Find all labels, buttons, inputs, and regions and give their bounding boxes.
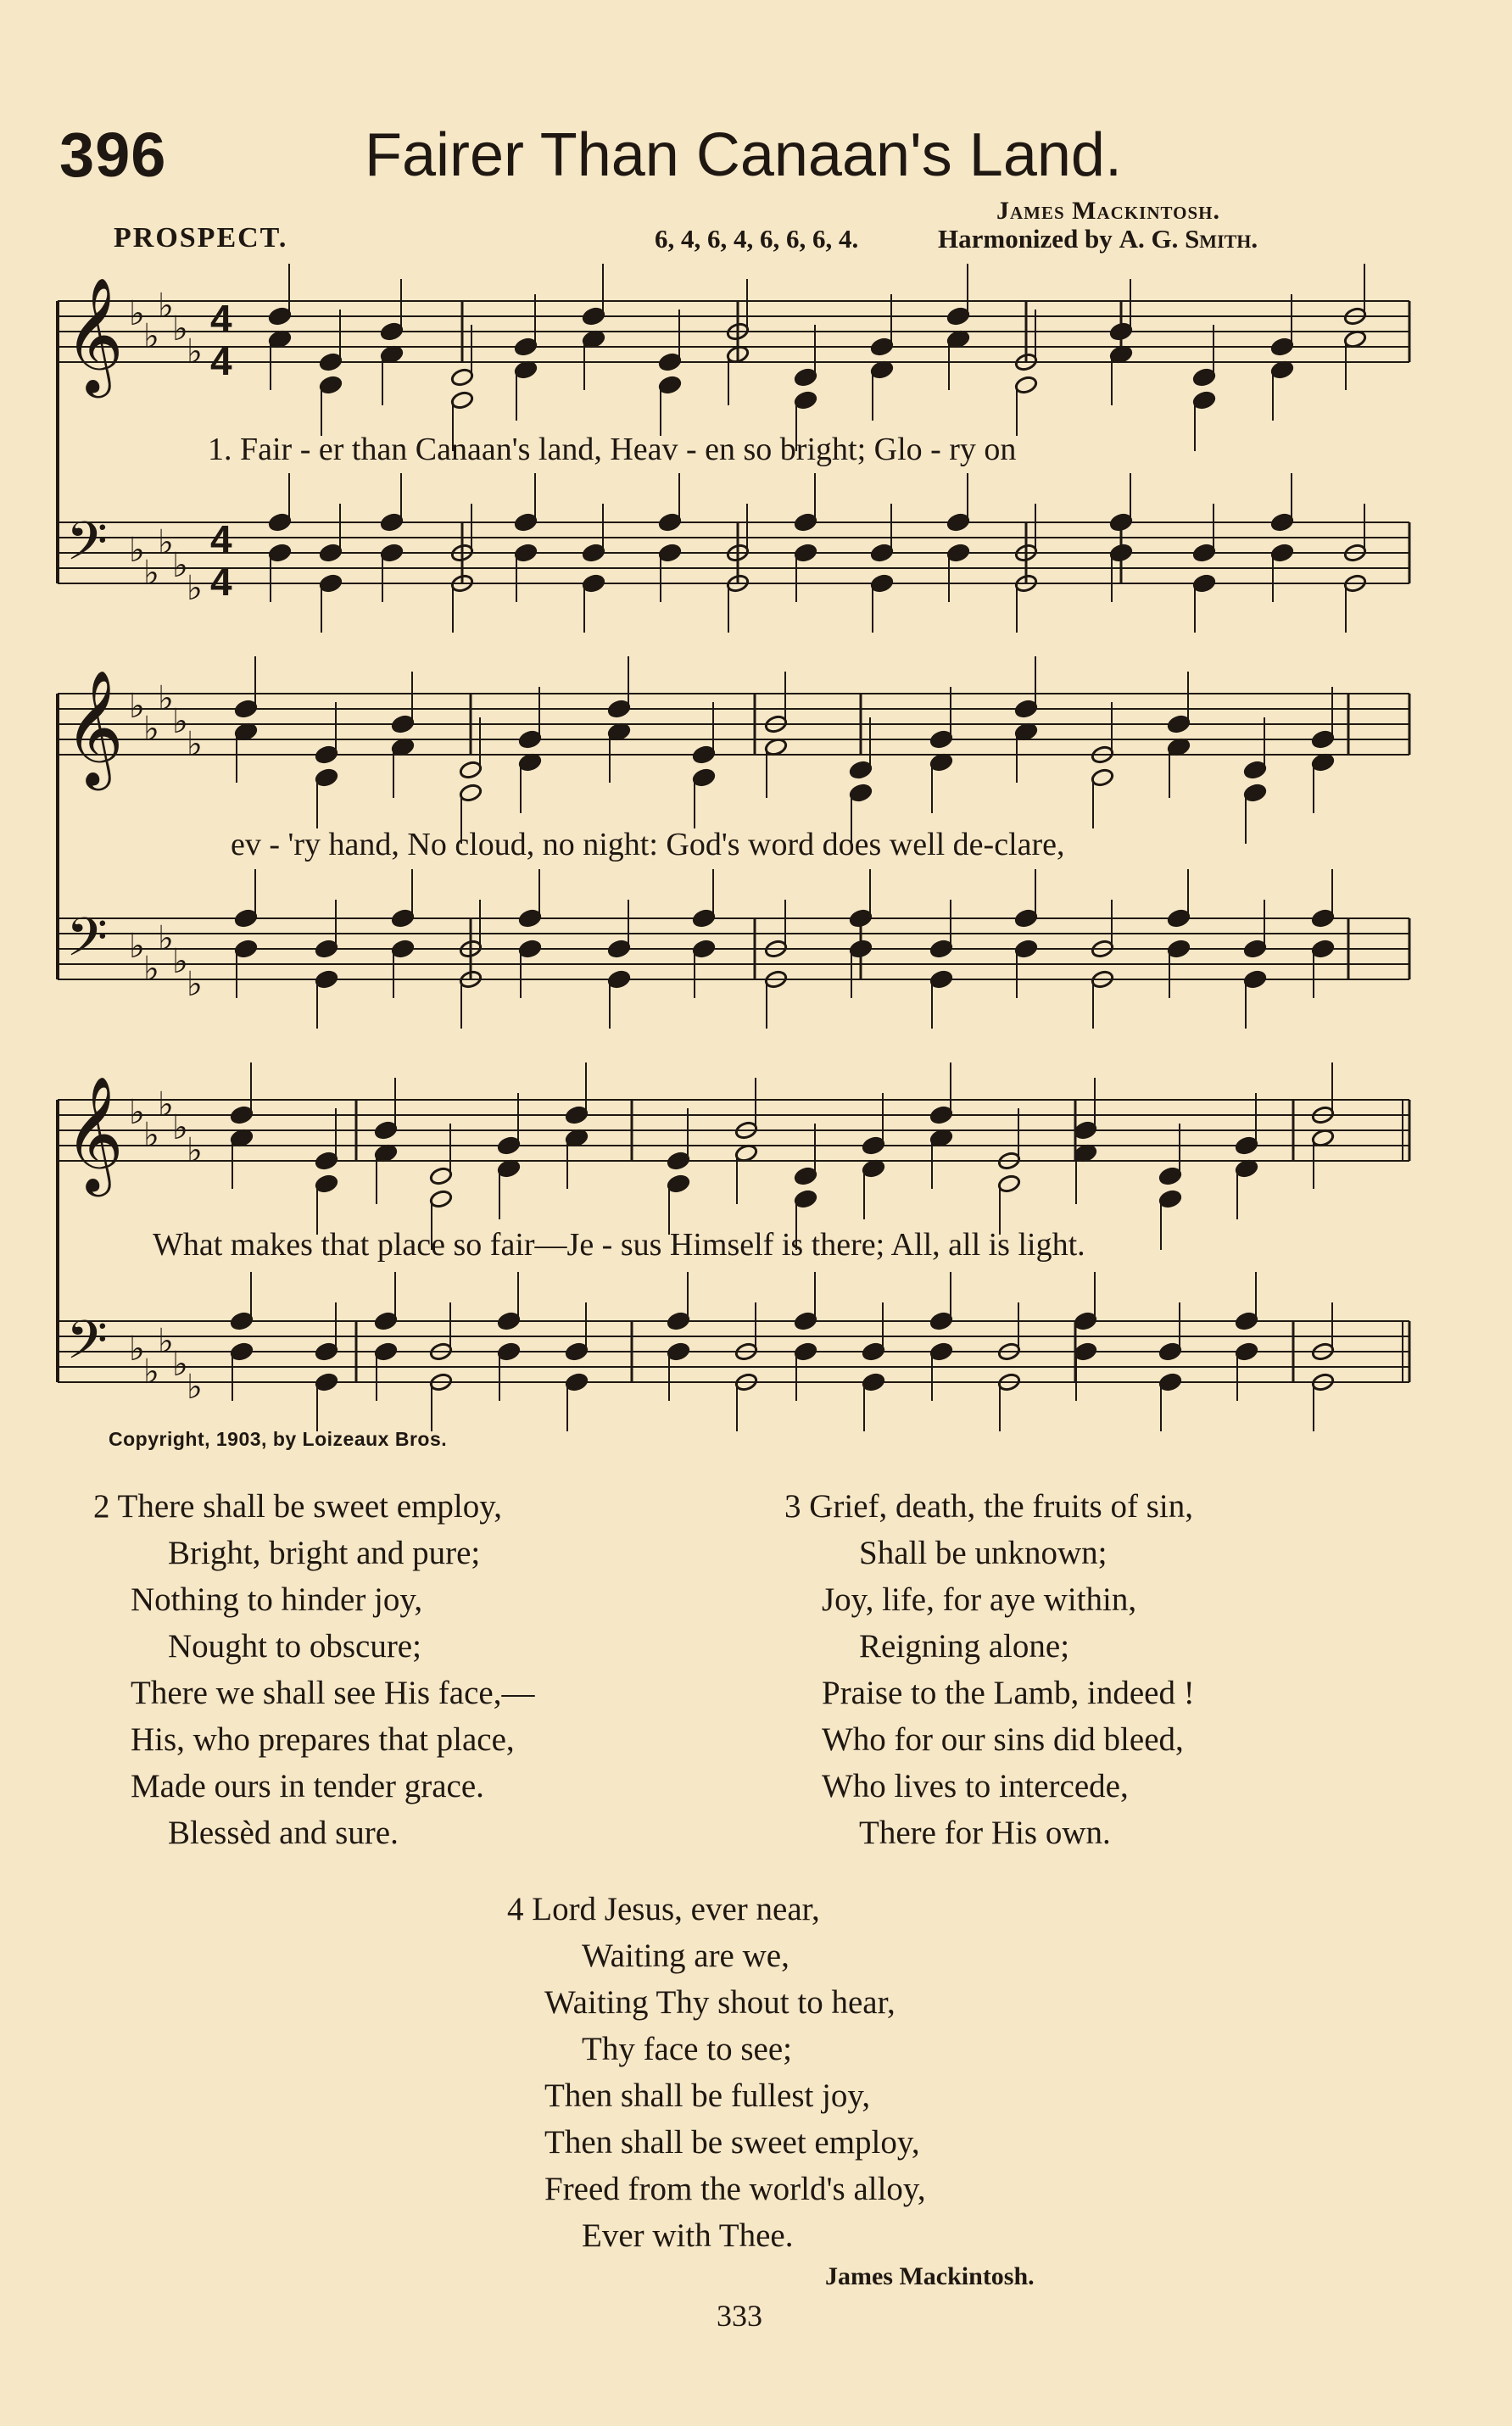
flat-icon: ♭ bbox=[187, 569, 203, 608]
soprano-note bbox=[849, 760, 873, 779]
alto-note bbox=[315, 1174, 338, 1193]
bass-note bbox=[315, 969, 338, 989]
bass-note bbox=[582, 573, 605, 593]
verse-2-line-3: Nothing to hinder joy, bbox=[131, 1581, 423, 1618]
soprano-note bbox=[794, 1166, 817, 1185]
alto-note bbox=[794, 390, 817, 410]
alto-note bbox=[450, 390, 474, 410]
alto-note bbox=[1091, 767, 1114, 787]
soprano-note bbox=[234, 699, 258, 718]
bass-note bbox=[870, 573, 894, 593]
bass-note bbox=[1243, 969, 1267, 989]
tenor-note bbox=[1235, 1311, 1258, 1330]
verse-2-line-4: Nought to obscure; bbox=[168, 1628, 421, 1665]
flat-icon: ♭ bbox=[187, 332, 203, 371]
flat-icon: ♭ bbox=[143, 554, 159, 593]
alto-note bbox=[319, 375, 343, 394]
soprano-note bbox=[565, 1105, 589, 1124]
soprano-note bbox=[658, 352, 682, 371]
bass-note bbox=[946, 543, 970, 562]
bass-note bbox=[268, 543, 292, 562]
tenor-note bbox=[607, 939, 631, 958]
alto-note bbox=[315, 767, 338, 787]
bass-note bbox=[607, 969, 631, 989]
soprano-note bbox=[794, 367, 817, 387]
verse-4-line-4: Thy face to see; bbox=[582, 2031, 792, 2067]
treble-clef-icon: 𝄞 bbox=[64, 668, 124, 785]
alto-note bbox=[1158, 1189, 1182, 1208]
tenor-note bbox=[1167, 908, 1191, 928]
flat-icon: ♭ bbox=[158, 919, 174, 958]
flat-icon: ♭ bbox=[187, 1131, 203, 1170]
flat-icon: ♭ bbox=[187, 725, 203, 764]
bass-note bbox=[374, 1341, 398, 1361]
soprano-note bbox=[946, 306, 970, 326]
bass-note bbox=[794, 543, 817, 562]
bass-note bbox=[794, 1341, 817, 1361]
soprano-note bbox=[692, 745, 716, 764]
bass-note bbox=[565, 1372, 589, 1391]
bass-note bbox=[1311, 939, 1335, 958]
alto-note bbox=[667, 1174, 690, 1193]
soprano-note bbox=[667, 1151, 690, 1170]
alto-note bbox=[459, 783, 483, 802]
alto-note bbox=[692, 767, 716, 787]
bass-note bbox=[234, 939, 258, 958]
soprano-note bbox=[268, 306, 292, 326]
verse-2-line-1: 2 There shall be sweet employ, bbox=[93, 1488, 502, 1525]
tenor-note bbox=[929, 1311, 953, 1330]
alto-note bbox=[997, 1174, 1021, 1193]
flat-icon: ♭ bbox=[172, 702, 188, 741]
copyright-notice: Copyright, 1903, by Loizeaux Bros. bbox=[109, 1428, 448, 1450]
soprano-note bbox=[1014, 699, 1038, 718]
soprano-note bbox=[1074, 1120, 1097, 1140]
bass-note bbox=[849, 939, 873, 958]
tenor-note bbox=[1109, 512, 1133, 532]
verse-2-line-2: Bright, bright and pure; bbox=[168, 1535, 481, 1571]
soprano-note bbox=[862, 1135, 885, 1155]
tenor-note bbox=[1311, 908, 1335, 928]
alto-note bbox=[658, 375, 682, 394]
bass-note bbox=[518, 939, 542, 958]
soprano-note bbox=[315, 1151, 338, 1170]
flat-icon: ♭ bbox=[172, 310, 188, 349]
soprano-note bbox=[1158, 1166, 1182, 1185]
alto-note bbox=[1243, 783, 1267, 802]
time-sig-bass-top: 4 bbox=[210, 517, 232, 561]
tune-name: PROSPECT. bbox=[114, 222, 288, 254]
soprano-note bbox=[450, 367, 474, 387]
soprano-note bbox=[1243, 760, 1267, 779]
verse-2-number: 2 bbox=[93, 1488, 110, 1525]
verse-4-number: 4 bbox=[507, 1891, 524, 1927]
bass-note bbox=[1158, 1372, 1182, 1391]
flat-icon: ♭ bbox=[187, 1368, 203, 1407]
tenor-note bbox=[1243, 939, 1267, 958]
bass-note bbox=[497, 1341, 521, 1361]
tenor-note bbox=[315, 939, 338, 958]
soprano-note bbox=[518, 729, 542, 749]
verse-3-line-1: 3 Grief, death, the fruits of sin, bbox=[784, 1488, 1193, 1525]
bass-note bbox=[692, 939, 716, 958]
bass-note bbox=[391, 939, 415, 958]
treble-clef-icon: 𝄞 bbox=[64, 276, 124, 393]
harmonizer-prefix: Harmonized by bbox=[938, 224, 1113, 254]
soprano-note bbox=[374, 1120, 398, 1140]
flat-icon: ♭ bbox=[158, 1322, 174, 1361]
verse-2-line-6: His, who prepares that place, bbox=[131, 1721, 515, 1758]
soprano-note bbox=[1167, 714, 1191, 733]
bass-note bbox=[319, 573, 343, 593]
bass-note bbox=[514, 543, 538, 562]
time-sig-bass-bottom: 4 bbox=[210, 560, 232, 604]
verse-3-line-4: Reigning alone; bbox=[859, 1628, 1070, 1665]
verse-4-line-5: Then shall be fullest joy, bbox=[544, 2077, 871, 2114]
tenor-note bbox=[582, 543, 605, 562]
lyric-line-1: 1. Fair - er than Canaan's land, Heav - en so bright; Glo - ry on bbox=[208, 432, 1017, 467]
bass-note bbox=[1074, 1341, 1097, 1361]
tenor-note bbox=[946, 512, 970, 532]
alto-note bbox=[849, 783, 873, 802]
tenor-note bbox=[1158, 1341, 1182, 1361]
soprano-note bbox=[929, 1105, 953, 1124]
bass-clef-icon: 𝄢 bbox=[66, 1308, 108, 1384]
soprano-note bbox=[429, 1166, 453, 1185]
tenor-note bbox=[319, 543, 343, 562]
soprano-note bbox=[582, 306, 605, 326]
soprano-note bbox=[380, 321, 404, 341]
tenor-note bbox=[565, 1341, 589, 1361]
soprano-note bbox=[459, 760, 483, 779]
tenor-note bbox=[794, 1311, 817, 1330]
flat-icon: ♭ bbox=[129, 927, 145, 966]
flat-icon: ♭ bbox=[129, 294, 145, 333]
flat-icon: ♭ bbox=[129, 531, 145, 570]
bass-note bbox=[862, 1372, 885, 1391]
tenor-note bbox=[658, 512, 682, 532]
verse-4-line-2: Waiting are we, bbox=[582, 1938, 789, 1974]
soprano-note bbox=[1235, 1135, 1258, 1155]
bass-note bbox=[1192, 573, 1216, 593]
flat-icon: ♭ bbox=[172, 1345, 188, 1384]
verse-2-line-5: There we shall see His face,— bbox=[131, 1675, 535, 1711]
flat-icon: ♭ bbox=[129, 687, 145, 726]
flat-icon: ♭ bbox=[158, 1085, 174, 1124]
verse-4-line-1: 4 Lord Jesus, ever near, bbox=[507, 1891, 820, 1927]
tenor-note bbox=[667, 1311, 690, 1330]
flat-icon: ♭ bbox=[129, 1093, 145, 1132]
tenor-note bbox=[1014, 908, 1038, 928]
verse-4-line-7: Freed from the world's alloy, bbox=[544, 2171, 926, 2207]
verse-4-line-3: Waiting Thy shout to hear, bbox=[544, 1984, 895, 2021]
verse-4-line-6: Then shall be sweet employ, bbox=[544, 2124, 920, 2161]
tenor-note bbox=[518, 908, 542, 928]
tenor-note bbox=[268, 512, 292, 532]
tenor-note bbox=[1192, 543, 1216, 562]
flat-icon: ♭ bbox=[143, 950, 159, 989]
flat-icon: ♭ bbox=[143, 1116, 159, 1155]
bass-clef-icon: 𝄢 bbox=[66, 510, 108, 585]
flat-icon: ♭ bbox=[187, 965, 203, 1004]
bass-note bbox=[1109, 543, 1133, 562]
hymn-meter: 6, 4, 6, 4, 6, 6, 6, 4. bbox=[655, 224, 859, 254]
tenor-note bbox=[315, 1341, 338, 1361]
verse-3-line-3: Joy, life, for aye within, bbox=[822, 1581, 1137, 1618]
flat-icon: ♭ bbox=[158, 679, 174, 718]
verse-3-line-2: Shall be unknown; bbox=[859, 1535, 1107, 1571]
alto-note bbox=[1014, 375, 1038, 394]
flat-icon: ♭ bbox=[143, 710, 159, 749]
flat-icon: ♭ bbox=[143, 317, 159, 356]
flat-icon: ♭ bbox=[143, 1352, 159, 1391]
bass-note bbox=[230, 1341, 254, 1361]
bass-note bbox=[1270, 543, 1294, 562]
soprano-note bbox=[1109, 321, 1133, 341]
soprano-note bbox=[230, 1105, 254, 1124]
lyric-line-3: What makes that place so fair—Je - sus Himself is there; All, all is light. bbox=[153, 1227, 1085, 1263]
flat-icon: ♭ bbox=[158, 287, 174, 326]
tenor-note bbox=[230, 1311, 254, 1330]
flat-icon: ♭ bbox=[158, 523, 174, 562]
verse-4 bbox=[507, 1886, 926, 2259]
tenor-note bbox=[391, 908, 415, 928]
tenor-note bbox=[1270, 512, 1294, 532]
soprano-note bbox=[929, 729, 953, 749]
tenor-note bbox=[692, 908, 716, 928]
verse-3 bbox=[784, 1483, 1195, 1856]
bass-note bbox=[929, 969, 953, 989]
bass-note bbox=[1014, 939, 1038, 958]
verse-3-line-8: There for His own. bbox=[859, 1815, 1111, 1851]
tenor-note bbox=[794, 512, 817, 532]
time-sig-treble-top: 4 bbox=[210, 297, 232, 341]
verse-3-line-6: Who for our sins did bleed, bbox=[822, 1721, 1184, 1758]
soprano-note bbox=[315, 745, 338, 764]
flat-icon: ♭ bbox=[172, 546, 188, 585]
bass-note bbox=[667, 1341, 690, 1361]
hymn-number: 396 bbox=[59, 120, 167, 190]
verse-2-line-7: Made ours in tender grace. bbox=[131, 1768, 484, 1804]
flat-icon: ♭ bbox=[172, 942, 188, 981]
tenor-note bbox=[234, 908, 258, 928]
soprano-note bbox=[391, 714, 415, 733]
page-number: 333 bbox=[717, 2299, 762, 2333]
verse-4-line-8: Ever with Thee. bbox=[582, 2217, 794, 2254]
flat-icon: ♭ bbox=[129, 1330, 145, 1369]
soprano-note bbox=[1192, 367, 1216, 387]
tenor-note bbox=[380, 512, 404, 532]
soprano-note bbox=[514, 337, 538, 356]
tenor-note bbox=[929, 939, 953, 958]
bass-note bbox=[929, 1341, 953, 1361]
flat-icon: ♭ bbox=[172, 1108, 188, 1147]
tenor-note bbox=[374, 1311, 398, 1330]
tenor-note bbox=[514, 512, 538, 532]
treble-clef-icon: 𝄞 bbox=[64, 1074, 124, 1191]
verse-3-line-7: Who lives to intercede, bbox=[822, 1768, 1129, 1804]
verse-2 bbox=[93, 1483, 534, 1856]
tenor-note bbox=[862, 1341, 885, 1361]
footer-author: James Mackintosh. bbox=[825, 2262, 1035, 2290]
tenor-note bbox=[1074, 1311, 1097, 1330]
hymn-title: Fairer Than Canaan's Land. bbox=[365, 121, 1122, 189]
tenor-note bbox=[849, 908, 873, 928]
verse-3-line-5: Praise to the Lamb, indeed ! bbox=[822, 1675, 1195, 1711]
verse-2-line-8: Blessèd and sure. bbox=[168, 1815, 399, 1851]
soprano-note bbox=[319, 352, 343, 371]
soprano-note bbox=[870, 337, 894, 356]
tenor-note bbox=[497, 1311, 521, 1330]
soprano-note bbox=[1311, 729, 1335, 749]
hymn-author: James Mackintosh. bbox=[996, 197, 1220, 225]
time-sig-treble-bottom: 4 bbox=[210, 339, 232, 383]
soprano-note bbox=[497, 1135, 521, 1155]
bass-clef-icon: 𝄢 bbox=[66, 906, 108, 981]
bass-note bbox=[658, 543, 682, 562]
bass-note bbox=[380, 543, 404, 562]
lyric-line-2: ev - 'ry hand, No cloud, no night: God's word does well de-clare, bbox=[231, 827, 1065, 862]
soprano-note bbox=[607, 699, 631, 718]
alto-note bbox=[1192, 390, 1216, 410]
bass-note bbox=[1235, 1341, 1258, 1361]
bass-note bbox=[315, 1372, 338, 1391]
alto-note bbox=[429, 1189, 453, 1208]
tenor-note bbox=[870, 543, 894, 562]
bass-note bbox=[1167, 939, 1191, 958]
verse-3-number: 3 bbox=[784, 1488, 801, 1525]
alto-note bbox=[794, 1189, 817, 1208]
harmonizer-name: A. G. Smith. bbox=[1119, 224, 1258, 254]
soprano-note bbox=[1270, 337, 1294, 356]
